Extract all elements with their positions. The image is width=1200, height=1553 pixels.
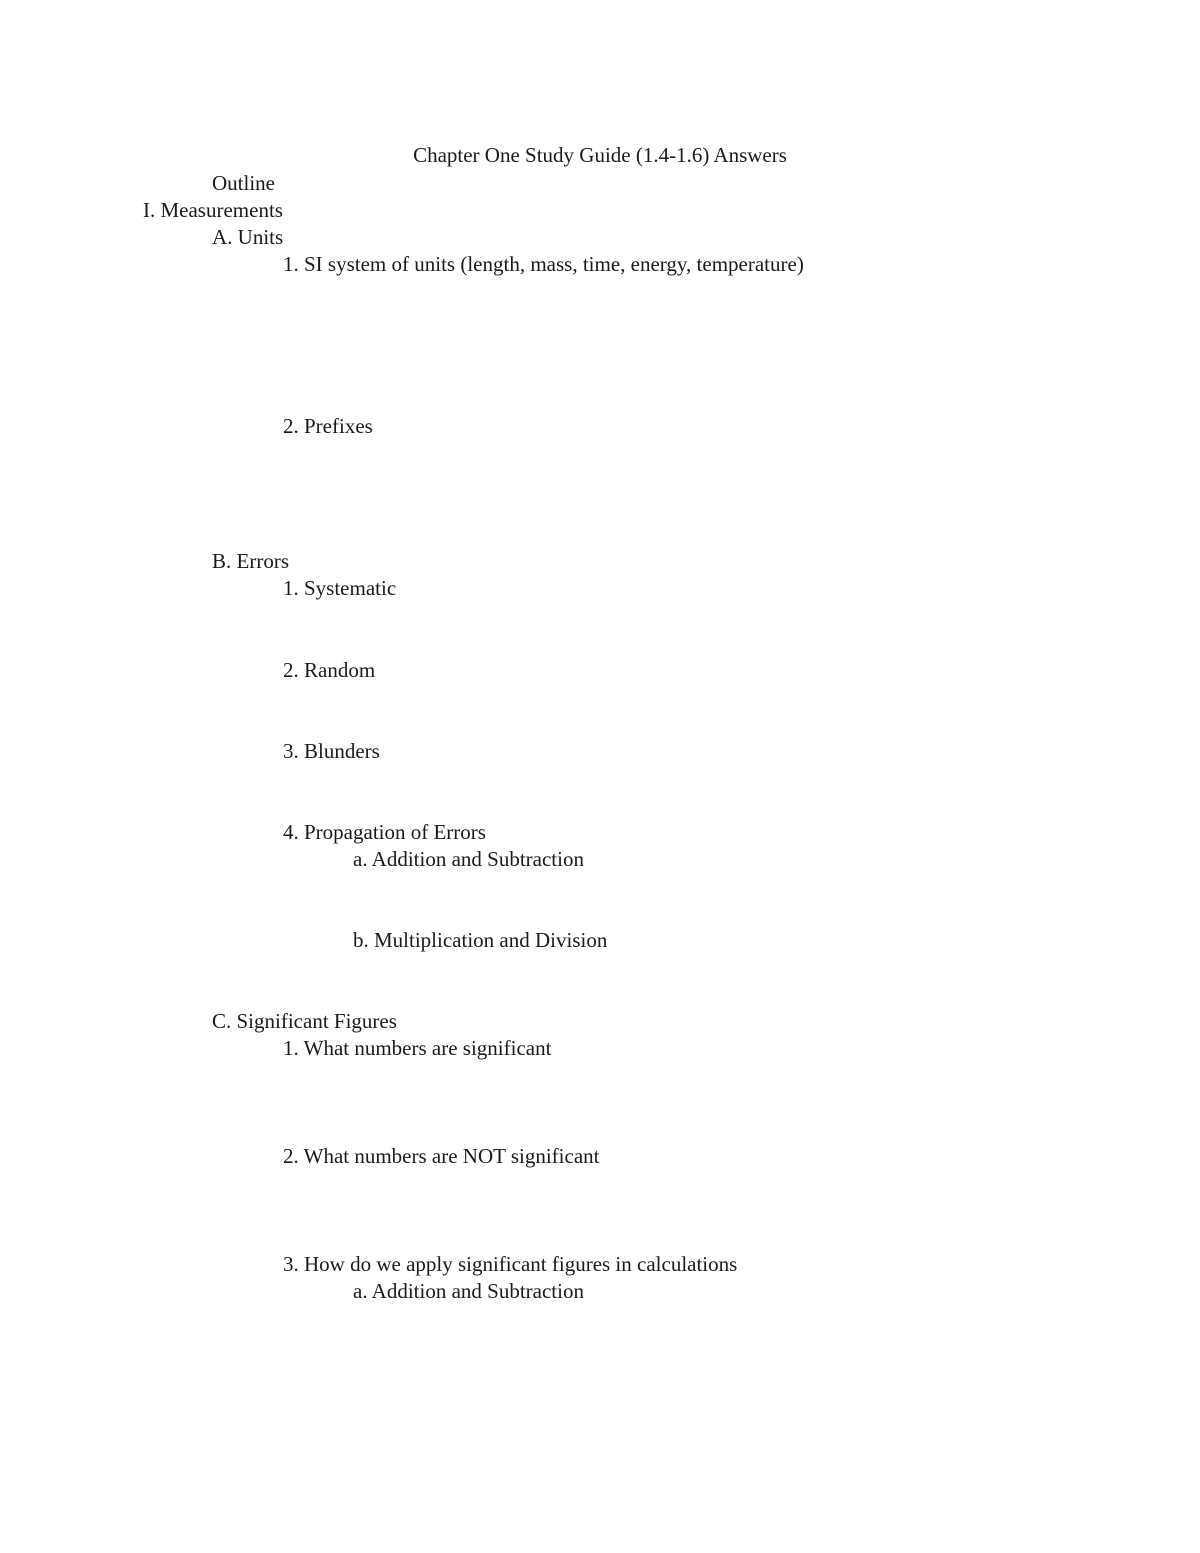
item-sig-what: 1. What numbers are significant [283,1036,552,1060]
subsection-units: A. Units [212,225,284,249]
subitem-prop-add-sub: a. Addition and Subtraction [353,847,584,871]
item-systematic: 1. Systematic [283,576,397,600]
subsection-sig-figs: C. Significant Figures [212,1009,397,1033]
item-sig-not: 2. What numbers are NOT significant [283,1144,600,1168]
outline-label: Outline [212,171,275,195]
subsection-errors: B. Errors [212,549,289,573]
item-blunders: 3. Blunders [283,739,380,763]
item-sig-apply: 3. How do we apply significant figures in calculations [283,1252,738,1276]
item-si-system: 1. SI system of units (length, mass, time, energy, temperature) [283,252,804,276]
subitem-prop-mult-div: b. Multiplication and Division [353,928,608,952]
item-propagation: 4. Propagation of Errors [283,820,486,844]
item-prefixes: 2. Prefixes [283,414,373,438]
item-random: 2. Random [283,658,376,682]
page-title: Chapter One Study Guide (1.4-1.6) Answers [413,143,787,167]
section-measurements: I. Measurements [143,198,283,222]
subitem-sig-add-sub: a. Addition and Subtraction [353,1279,584,1303]
